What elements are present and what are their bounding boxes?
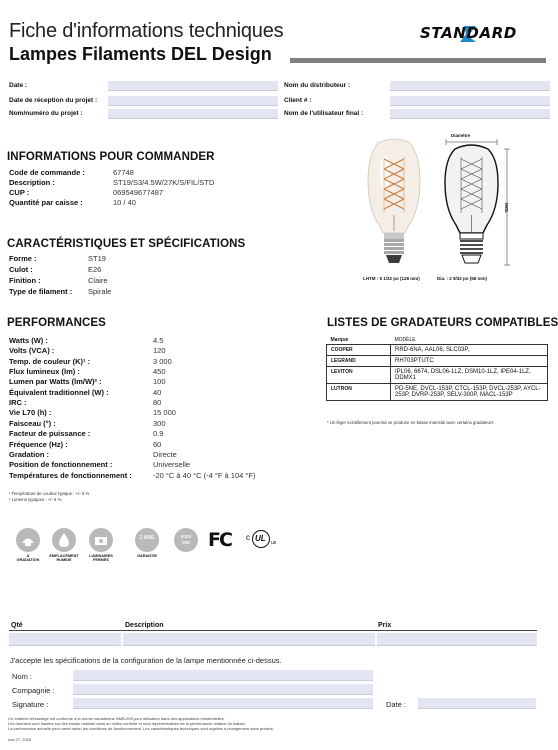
company-field[interactable]	[73, 684, 373, 695]
warranty-badge-text: 2 ANS	[139, 535, 155, 541]
title-divider	[290, 58, 546, 63]
ices-icon	[174, 528, 198, 552]
dimmers-col-brand: Marque	[330, 337, 349, 343]
filament-type-key: Type de filament :	[9, 287, 73, 296]
order-code-key: Code de commande :	[9, 168, 85, 177]
performance-key: Volts (VCA) :	[9, 346, 55, 356]
shape-value: ST19	[88, 254, 106, 263]
sign-date-field[interactable]	[418, 698, 536, 709]
dimmers-table	[326, 336, 548, 401]
filament-type-value: Spirale	[88, 287, 112, 296]
ices-text: ICES	[180, 534, 192, 539]
performance-value: 450	[153, 367, 166, 377]
performance-key: Équivalent traditionnel (W) :	[9, 387, 109, 397]
finish-value: Claire	[88, 276, 108, 285]
order-price-field[interactable]	[377, 633, 537, 646]
shape-key: Forme :	[9, 254, 37, 263]
client-field[interactable]	[390, 96, 550, 106]
diameter-label: Diamètre	[451, 133, 471, 138]
upc-key: CUP :	[9, 188, 30, 197]
damp-location-icon	[52, 528, 76, 552]
table-row	[327, 367, 548, 384]
footnote-color-temp: ¹ Température de couleur typique : +/- 5 %	[9, 491, 90, 496]
specs-heading: CARACTÉRISTIQUES ET SPÉCIFICATIONS	[7, 238, 246, 250]
document-date: mai 27, 2020	[8, 737, 32, 742]
acceptance-statement: J'accepte les spécifications de la configuration de la lampe mentionnée ci-dessus.	[10, 656, 282, 665]
lhtm-caption: LHTM : 5 1/32 po (128 mm)	[363, 276, 420, 281]
ul-mark: UL	[255, 534, 266, 543]
performance-value: 120	[153, 346, 166, 356]
distributor-field[interactable]	[390, 81, 550, 91]
performance-value: 60	[153, 439, 162, 449]
dimmers-note: * Un léger scintillement pourrait se produire en basse intensité avec certains gradateurs	[327, 420, 494, 425]
bulb-illustration	[357, 133, 547, 288]
cul-c-mark: c	[246, 533, 250, 542]
performance-value: 300	[153, 418, 166, 428]
end-user-label: Nom de l'utilisateur final :	[284, 110, 364, 117]
footnote-lumens: ² Lumens typiques : +/- 5 %	[9, 497, 62, 502]
base-value: E26	[88, 265, 102, 274]
performance-value: Directe	[153, 449, 177, 459]
performance-value: Universelle	[153, 460, 191, 470]
cul-us-mark: us	[271, 540, 277, 546]
performance-value: 100	[153, 377, 166, 387]
distributor-label: Nom du distributeur :	[284, 82, 351, 89]
legal-line-3: La performance actuelle peut varier selon les conditions de fonctionnement. Les caractéristiques techniques sont sujettes à changement sans préavis.	[8, 726, 274, 731]
ices-number: 005	[182, 540, 190, 545]
legal-line-1: Ce matériel d'éclairage est conforme à la norme canadienne NMB-005 pour utilisation dans des applications résidentielles.	[8, 716, 225, 721]
performance-key: Températures de fonctionnement :	[9, 470, 132, 480]
table-row	[327, 345, 548, 356]
company-label: Compagnie :	[12, 686, 55, 695]
performance-key: Vie L70 (h) :	[9, 408, 52, 418]
page-title: Fiche d'informations techniques	[9, 20, 284, 42]
fcc-logo: FC	[208, 529, 231, 551]
damp-location-label-2: HUMIDE	[56, 558, 72, 563]
warranty-label: GARANTIE	[137, 554, 157, 558]
performance-key: Facteur de puissance :	[9, 429, 91, 439]
cul-us-logo	[246, 529, 276, 551]
enclosed-fixture-label-1: LUMINAIRES	[89, 554, 113, 558]
damp-location-badge	[48, 528, 80, 563]
case-qty-key: Quantité par caisse :	[9, 198, 83, 207]
damp-location-label-1: EMPLACEMENT	[49, 554, 79, 558]
order-qty-header: Qté	[11, 622, 23, 629]
enclosed-fixture-icon	[89, 528, 113, 552]
date-label: Date :	[9, 82, 28, 89]
performance-key: Temp. de couleur (K)¹ :	[9, 356, 91, 366]
performance-key: Lumen par Watts (lm/W)² :	[9, 377, 102, 387]
dimmer-brand: LEVITON	[327, 367, 391, 384]
dimmer-models: RRD-6NA, AAL06, SLC03P,	[391, 345, 548, 356]
dimmable-badge	[12, 528, 44, 563]
dimmable-label-2: GRADATION	[16, 558, 40, 563]
performance-key: Watts (W) :	[9, 336, 48, 345]
finish-key: Finition :	[9, 276, 41, 285]
order-price-header: Prix	[378, 622, 392, 629]
received-date-label: Date de réception du projet :	[9, 97, 98, 104]
performance-value: 4.5	[153, 336, 164, 345]
order-description-header: Description	[125, 622, 164, 629]
table-row	[327, 384, 548, 401]
diameter-caption: Dia. : 2 9/32 po (58 mm)	[437, 276, 488, 281]
brand-logo	[420, 24, 548, 44]
enclosed-fixture-label-2: FERMÉS	[93, 558, 109, 563]
performance-key: Fréquence (Hz) :	[9, 439, 68, 449]
upc-value: 069549677487	[113, 188, 164, 197]
dimmer-brand: LEGRAND	[327, 356, 391, 367]
project-name-label: Nom/numéro du projet :	[9, 110, 83, 117]
bulb-line-drawing	[445, 139, 510, 265]
dimmable-icon	[16, 528, 40, 552]
bulb-diagram	[357, 133, 547, 288]
name-label: Nom :	[12, 672, 33, 681]
performance-heading: PERFORMANCES	[7, 317, 106, 329]
page-subtitle: Lampes Filaments DEL Design	[9, 44, 272, 64]
dimmable-label-1: À	[26, 554, 30, 558]
order-qty-field[interactable]	[9, 633, 121, 646]
performance-key: Flux lumineux (lm) :	[9, 367, 80, 377]
legal-line-2: Les données sont basées sur des essais réalisés dans un milieu contrôlé et sont représentatives de la performance relative du ballast.	[8, 721, 246, 726]
dimmer-models: RH703PTUTC	[391, 356, 548, 367]
name-field[interactable]	[73, 670, 373, 681]
description-value: ST19/S3/4.5W/27K/S/FIL/STD	[113, 178, 215, 187]
received-date-field[interactable]	[108, 96, 278, 106]
case-qty-value: 10 / 40	[113, 198, 136, 207]
performance-value: -20 °C à 40 °C (-4 °F à 104 °F)	[153, 470, 256, 480]
performance-value: 40	[153, 387, 162, 397]
brand-logo-text: STANDARD	[420, 24, 517, 42]
enclosed-fixture-badge	[85, 528, 117, 563]
order-table-rule	[9, 630, 537, 631]
client-label: Client # :	[284, 97, 312, 104]
performance-value: 3 000	[153, 356, 172, 366]
signature-field[interactable]	[73, 698, 373, 709]
performance-key: Position de fonctionnement :	[9, 460, 113, 470]
dimmer-models: IPL06, 6674, DSL06-1LZ, DSM10-1LZ, IPE04-1LZ, DDMX1	[391, 367, 548, 384]
date-field[interactable]	[108, 81, 278, 91]
performance-value: 0.9	[153, 429, 164, 439]
project-name-field[interactable]	[108, 109, 278, 119]
sign-date-label: Date :	[386, 700, 407, 709]
ordering-heading: INFORMATIONS POUR COMMANDER	[7, 151, 215, 163]
performance-key: IRC :	[9, 398, 27, 408]
dimmer-brand: COOPER	[327, 345, 391, 356]
order-description-field[interactable]	[123, 633, 375, 646]
ul-circle	[252, 530, 270, 548]
mol-label: MOL	[504, 203, 509, 213]
performance-key: Faisceau (°) :	[9, 418, 56, 428]
performance-value: 15 000	[153, 408, 176, 418]
dimmer-models: PD-5NE, DVCL-153P, CTCL-153P, DVCL-253P, AYCL-253P, DVRP-253P, SELV-300P, MACL-153P	[391, 384, 548, 401]
base-key: Culot :	[9, 265, 33, 274]
warranty-icon	[135, 528, 159, 552]
performance-value: 80	[153, 398, 162, 408]
dimmers-table-header	[327, 336, 548, 345]
table-row	[327, 356, 548, 367]
dimmers-heading: LISTES DE GRADATEURS COMPATIBLES	[327, 317, 558, 329]
signature-label: Signature :	[12, 700, 49, 709]
end-user-field[interactable]	[390, 109, 550, 119]
dimmers-col-model: MODÈLE	[394, 337, 416, 343]
ices-badge	[170, 528, 202, 552]
bulb-photo	[368, 139, 420, 263]
dimmer-brand: LUTRON	[327, 384, 391, 401]
description-key: Description :	[9, 178, 55, 187]
performance-key: Gradation :	[9, 449, 50, 459]
warranty-badge	[131, 528, 163, 558]
order-code-value: 67748	[113, 168, 134, 177]
